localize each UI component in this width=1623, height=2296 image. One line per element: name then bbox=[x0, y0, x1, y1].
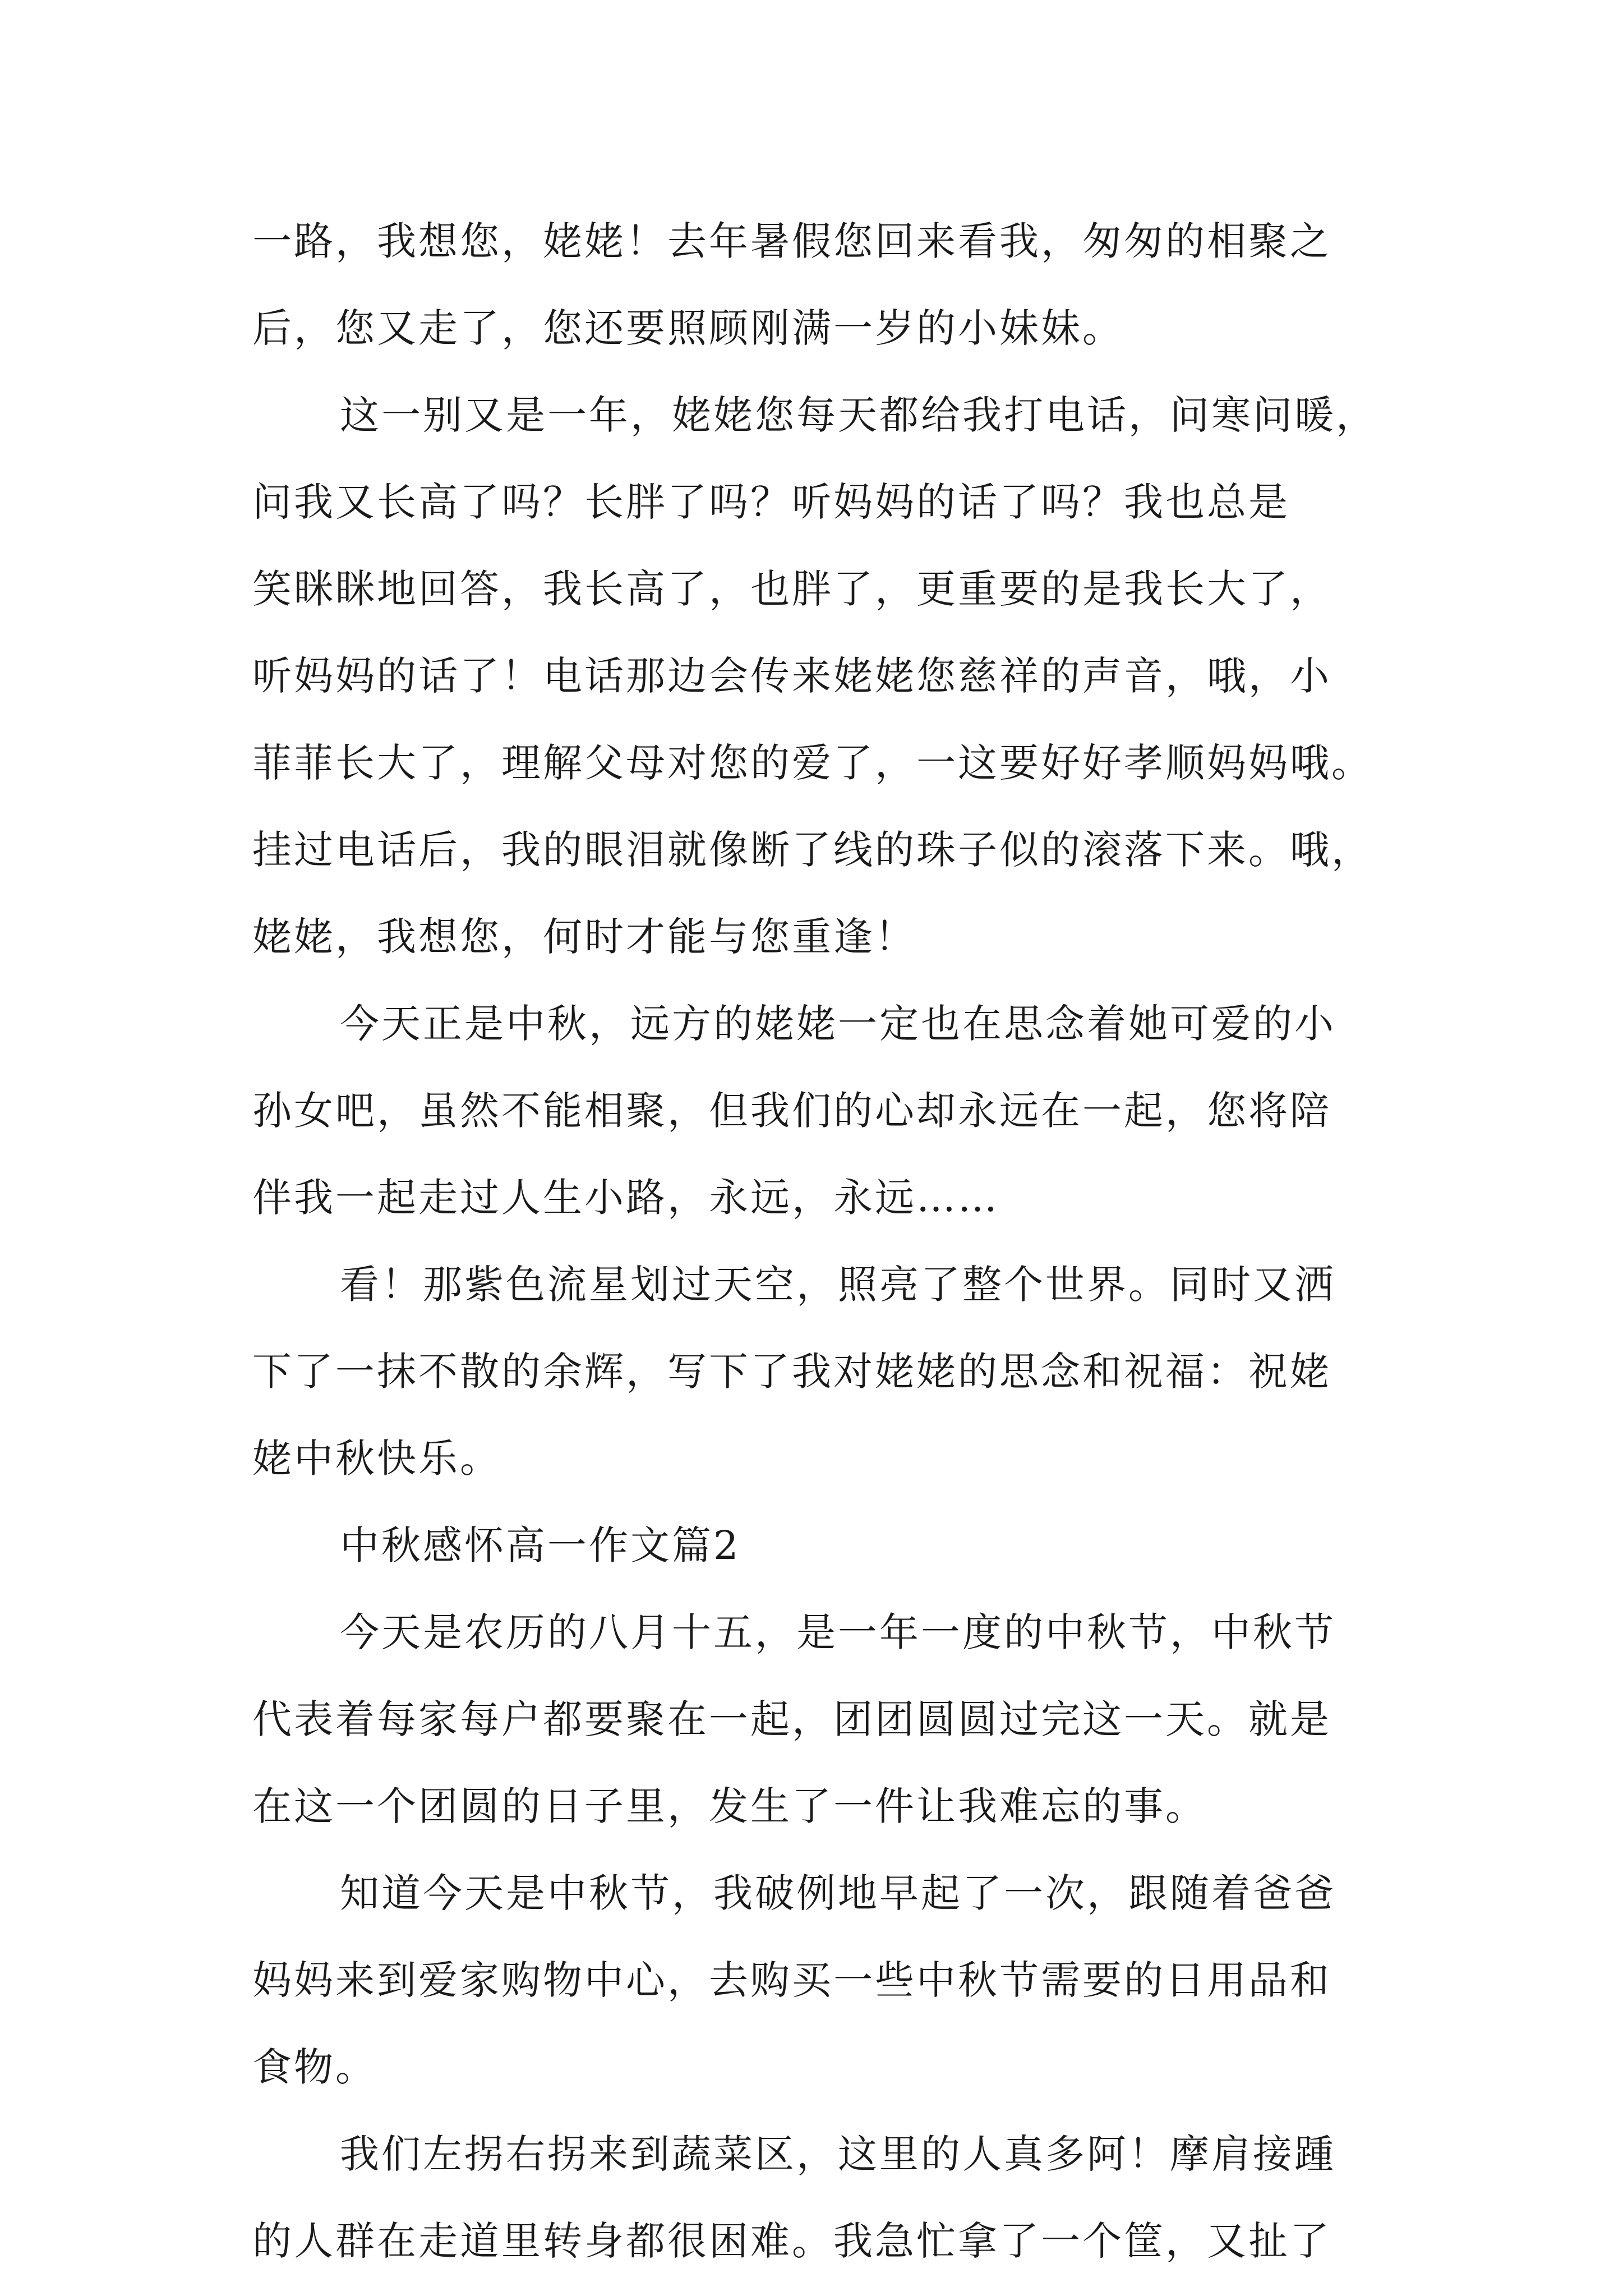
paragraph-line: 知道今天是中秋节，我破例地早起了一次，跟随着爸爸 bbox=[340, 1870, 1336, 1916]
paragraph-line: 这一别又是一年，姥姥您每天都给我打电话，问寒问暖， bbox=[340, 392, 1377, 438]
paragraph-line: 在这一个团圆的日子里，发生了一件让我难忘的事。 bbox=[252, 1783, 1207, 1829]
paragraph-line: 的人群在走道里转身都很困难。我急忙拿了一个筐，又扯了 bbox=[252, 2218, 1331, 2264]
section-heading: 中秋感怀高一作文篇2 bbox=[340, 1522, 741, 1568]
paragraph-line: 后，您又走了，您还要照顾刚满一岁的小妹妹。 bbox=[252, 305, 1124, 351]
paragraph-line: 下了一抹不散的余辉，写下了我对姥姥的思念和祝福：祝姥 bbox=[252, 1349, 1331, 1395]
paragraph-line: 菲菲长大了，理解父母对您的爱了，一这要好好孝顺妈妈哦。 bbox=[252, 740, 1373, 786]
paragraph-line: 今天是农历的八月十五，是一年一度的中秋节，中秋节 bbox=[340, 1609, 1336, 1655]
paragraph-line: 听妈妈的话了！电话那边会传来姥姥您慈祥的声音，哦，小 bbox=[252, 653, 1331, 699]
paragraph-line: 今天正是中秋，远方的姥姥一定也在思念着她可爱的小 bbox=[340, 1001, 1336, 1047]
paragraph-line: 笑眯眯地回答，我长高了，也胖了，更重要的是我长大了， bbox=[252, 566, 1331, 612]
paragraph-line: 我们左拐右拐来到蔬菜区，这里的人真多阿！摩肩接踵 bbox=[340, 2131, 1336, 2177]
paragraph-line: 代表着每家每户都要聚在一起，团团圆圆过完这一天。就是 bbox=[252, 1696, 1331, 1742]
paragraph-line: 伴我一起走过人生小路，永远，永远…… bbox=[252, 1175, 999, 1221]
paragraph-line: 一路，我想您，姥姥！去年暑假您回来看我，匆匆的相聚之 bbox=[252, 218, 1331, 264]
paragraph-line: 食物。 bbox=[252, 2044, 377, 2090]
paragraph-line: 姥中秋快乐。 bbox=[252, 1435, 501, 1481]
paragraph-line: 问我又长高了吗？长胖了吗？听妈妈的话了吗？我也总是 bbox=[252, 479, 1290, 525]
paragraph-line: 孙女吧，虽然不能相聚，但我们的心却永远在一起，您将陪 bbox=[252, 1088, 1331, 1134]
paragraph-line: 看！那紫色流星划过天空，照亮了整个世界。同时又洒 bbox=[340, 1262, 1336, 1308]
paragraph-line: 姥姥，我想您，何时才能与您重逢！ bbox=[252, 914, 916, 960]
paragraph-line: 妈妈来到爱家购物中心，去购买一些中秋节需要的日用品和 bbox=[252, 1957, 1331, 2003]
paragraph-line: 挂过电话后，我的眼泪就像断了线的珠子似的滚落下来。哦， bbox=[252, 827, 1373, 873]
